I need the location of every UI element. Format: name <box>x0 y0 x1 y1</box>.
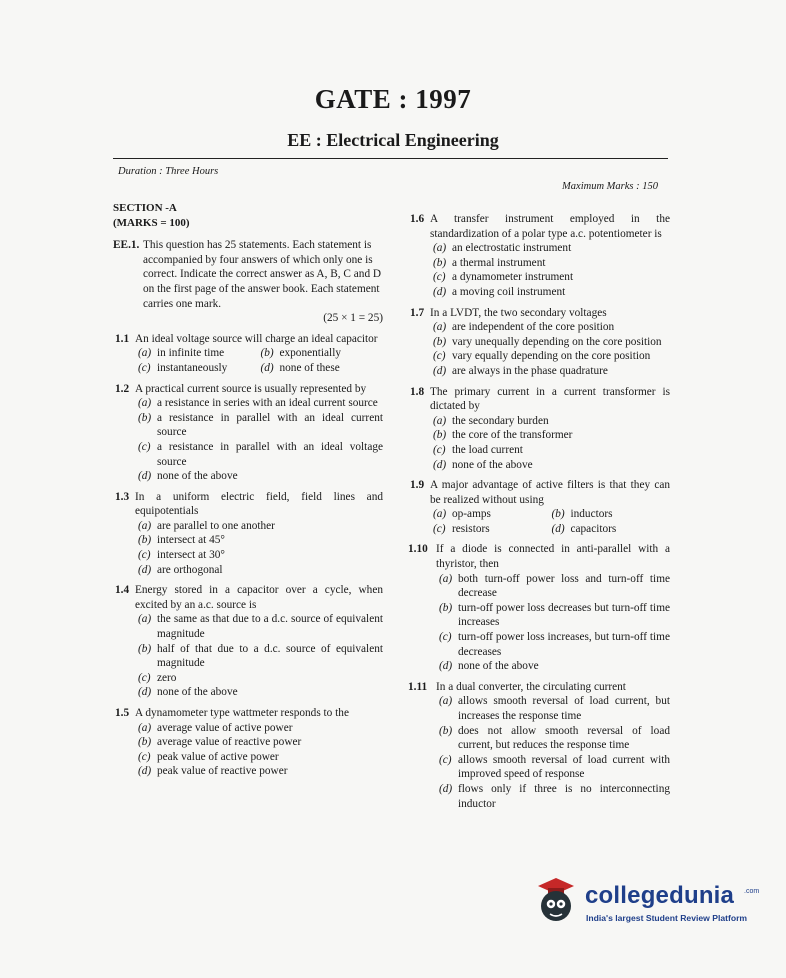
question-number: 1.10 <box>408 543 428 556</box>
option-text: a dynamometer instrument <box>452 271 574 284</box>
option <box>138 361 261 376</box>
option-label: (c) <box>433 350 446 363</box>
question <box>408 385 670 473</box>
header-divider <box>113 158 668 159</box>
option-text: peak value of reactive power <box>157 765 288 778</box>
option-label: (c) <box>433 522 446 535</box>
question-text: In a uniform electric field, field lines and equipotentials <box>135 490 383 518</box>
question-text: The primary current in a current transformer is dictated by <box>430 385 670 413</box>
question-text: Energy stored in a capacitor over a cycle, when excited by an a.c. source is <box>135 584 383 611</box>
option <box>433 443 670 458</box>
option-label: (b) <box>138 411 152 424</box>
option <box>433 364 670 379</box>
option <box>138 411 383 440</box>
question <box>113 706 383 779</box>
option <box>138 346 261 361</box>
option <box>433 320 670 335</box>
option-text: half of that due to a d.c. source of equivalent magnitude <box>157 642 383 670</box>
question-number: 1.11 <box>408 680 428 693</box>
option <box>433 256 670 271</box>
option-text: are parallel to one another <box>157 519 275 532</box>
option-text: intersect at 30° <box>157 549 225 562</box>
option-label: (a) <box>138 721 152 734</box>
option-text: instantaneously <box>157 361 228 374</box>
option-label: (d) <box>433 458 447 471</box>
option-text: none of the above <box>157 686 238 699</box>
option-label: (d) <box>138 765 152 778</box>
option <box>138 548 383 563</box>
option-text: the core of the transformer <box>452 429 573 442</box>
option <box>433 428 670 443</box>
option-text: none of these <box>279 361 340 374</box>
section-marks: (MARKS = 100) <box>113 216 190 229</box>
section-name: SECTION -A <box>113 202 177 214</box>
option-label: (a) <box>138 397 152 410</box>
question-intro <box>113 238 383 326</box>
option-text: does not allow smooth reversal of load current, but reduces the response time <box>458 724 670 752</box>
option-label: (c) <box>433 443 446 456</box>
question-number: 1.3 <box>115 490 130 503</box>
question-number: 1.8 <box>410 385 425 398</box>
left-column <box>113 201 383 779</box>
page-title: GATE : 1997 <box>314 84 472 114</box>
option-label: (c) <box>439 631 452 644</box>
option <box>261 361 384 376</box>
option <box>138 671 383 686</box>
option-label: (a) <box>138 613 152 626</box>
option-text: none of the above <box>458 660 539 673</box>
option-label: (a) <box>138 347 152 360</box>
option-text: the secondary burden <box>452 414 549 427</box>
option <box>439 753 670 782</box>
option-label: (d) <box>138 563 152 576</box>
option <box>138 764 383 779</box>
option-text: a resistance in parallel with an ideal current source <box>157 411 383 439</box>
right-column <box>408 212 670 811</box>
option-label: (d) <box>439 782 453 795</box>
option-label: (a) <box>433 508 447 521</box>
brand-suffix: .com <box>744 888 760 895</box>
option <box>138 721 383 736</box>
question <box>408 212 670 300</box>
option-text: a moving coil instrument <box>452 285 566 298</box>
question <box>113 490 383 578</box>
option-label: (b) <box>138 534 152 547</box>
question-number: 1.6 <box>410 213 425 225</box>
question <box>408 680 670 811</box>
option-label: (b) <box>260 347 274 360</box>
option-label: (d) <box>551 522 565 535</box>
option-text: intersect at 45° <box>157 534 225 547</box>
option-text: capacitors <box>570 522 617 535</box>
option <box>138 396 383 411</box>
option-label: (a) <box>439 695 453 708</box>
option-text: the load current <box>452 443 523 456</box>
question <box>408 542 670 673</box>
option-row <box>433 522 670 537</box>
option-label: (c) <box>433 271 446 284</box>
option <box>138 563 383 578</box>
question-text: A transfer instrument employed in the standardization of a polar type a.c. potentiometer is <box>430 213 670 240</box>
option-text: allows smooth reversal of load current with improved speed of response <box>458 753 670 781</box>
option-text: turn-off power loss increases, but turn-off time decreases <box>458 631 670 658</box>
option <box>138 519 383 534</box>
option <box>433 458 670 473</box>
option-text: zero <box>157 671 177 684</box>
option <box>439 659 670 674</box>
option <box>433 507 552 522</box>
question-number: 1.2 <box>115 382 130 395</box>
option-text: are independent of the core position <box>452 321 615 334</box>
option-text: both turn-off power loss and turn-off time decrease <box>458 572 670 600</box>
option-text: exponentially <box>279 347 341 360</box>
option-label: (d) <box>439 660 453 673</box>
option-label: (b) <box>439 601 453 614</box>
option-label: (d) <box>138 686 152 699</box>
option-label: (b) <box>439 724 453 737</box>
question <box>408 478 670 536</box>
option-label: (c) <box>138 361 151 374</box>
option-text: average value of active power <box>157 721 293 734</box>
option-row <box>138 361 383 376</box>
option-row <box>138 346 383 361</box>
question-text: An ideal voltage source will charge an ideal capacitor <box>135 332 378 345</box>
option-text: allows smooth reversal of load current, but increases the response time <box>458 695 670 722</box>
brand-name: collegedunia <box>585 882 735 909</box>
question <box>113 332 383 376</box>
option-label: (d) <box>260 361 274 374</box>
option-label: (b) <box>433 256 447 269</box>
option-label: (b) <box>138 642 152 655</box>
option-label: (c) <box>138 440 151 453</box>
paper-subtitle: EE : Electrical Engineering <box>287 130 499 150</box>
option-text: are orthogonal <box>157 563 223 576</box>
option <box>439 630 670 659</box>
option-label: (d) <box>138 470 152 483</box>
option-label: (b) <box>433 335 447 348</box>
question <box>113 583 383 700</box>
option <box>433 270 670 285</box>
option <box>552 522 671 537</box>
option <box>433 335 670 350</box>
intro-number: EE.1. <box>113 239 140 252</box>
option-label: (a) <box>138 519 152 532</box>
option <box>552 507 671 522</box>
question-text: A major advantage of active filters is that they can be realized without using <box>430 479 670 506</box>
option <box>439 572 670 601</box>
option <box>433 285 670 300</box>
option <box>261 346 384 361</box>
option <box>433 241 670 256</box>
option <box>433 349 670 364</box>
option-text: the same as that due to a d.c. source of equivalent magnitude <box>157 613 383 641</box>
option <box>439 694 670 723</box>
option <box>138 533 383 548</box>
option <box>439 782 670 811</box>
option <box>138 642 383 671</box>
question-text: If a diode is connected in anti-parallel with a thyristor, then <box>436 543 670 571</box>
option-label: (c) <box>439 753 452 766</box>
option <box>439 724 670 753</box>
option-text: inductors <box>570 508 613 521</box>
option-text: a thermal instrument <box>452 256 546 269</box>
option-label: (c) <box>138 671 151 684</box>
option-label: (a) <box>433 414 447 427</box>
question-text: In a dual converter, the circulating current <box>436 680 626 693</box>
option-label: (d) <box>433 285 447 298</box>
option <box>138 612 383 641</box>
option-text: are always in the phase quadrature <box>452 364 608 377</box>
question <box>408 306 670 379</box>
question-number: 1.5 <box>115 707 130 719</box>
duration-text: Duration : Three Hours <box>118 166 219 177</box>
option <box>439 601 670 630</box>
option-text: an electrostatic instrument <box>452 242 572 255</box>
question-text: A dynamometer type wattmeter responds to the <box>135 707 349 719</box>
option-text: a resistance in parallel with an ideal voltage source <box>157 440 383 468</box>
option <box>138 735 383 750</box>
question-number: 1.4 <box>115 584 130 597</box>
option-text: turn-off power loss decreases but turn-off time increases <box>458 601 670 629</box>
question-text: A practical current source is usually represented by <box>135 382 367 395</box>
option-label: (a) <box>439 572 453 585</box>
option-label: (d) <box>433 364 447 377</box>
option-label: (b) <box>551 508 565 521</box>
option-label: (a) <box>433 242 447 255</box>
option-text: vary unequally depending on the core position <box>452 335 662 348</box>
option-text: flows only if three is no interconnecting inductor <box>458 782 670 810</box>
option-text: none of the above <box>452 458 533 471</box>
intro-marks: (25 × 1 = 25) <box>323 312 383 325</box>
option-text: average value of reactive power <box>157 736 302 749</box>
question-number: 1.9 <box>410 479 425 492</box>
option-text: a resistance in series with an ideal current source <box>157 397 378 410</box>
option-text: resistors <box>452 522 490 535</box>
option <box>433 414 670 429</box>
question-text: In a LVDT, the two secondary voltages <box>430 306 607 319</box>
option <box>138 750 383 765</box>
intro-text: This question has 25 statements. Each statement is accompanied by four answers of which only one is correct. Indicate the correct answer as A, B, C and D on the first page of the answer book. Each statement carries one mark. <box>143 239 382 310</box>
option-text: peak value of active power <box>157 750 279 763</box>
option-text: op-amps <box>452 508 491 521</box>
max-marks-text: Maximum Marks : 150 <box>562 181 658 192</box>
option <box>138 440 383 469</box>
option-text: in infinite time <box>157 347 225 360</box>
brand-tagline: India's largest Student Review Platform <box>586 913 748 923</box>
question-number: 1.7 <box>410 306 425 319</box>
option <box>138 685 383 700</box>
option-label: (c) <box>138 750 151 763</box>
question <box>113 382 383 484</box>
question-number: 1.1 <box>115 332 130 345</box>
option-label: (b) <box>138 736 152 749</box>
option <box>433 522 552 537</box>
option-label: (c) <box>138 549 151 562</box>
option-text: none of the above <box>157 470 238 483</box>
option-label: (b) <box>433 429 447 442</box>
option-label: (a) <box>433 321 447 334</box>
option-row <box>433 507 670 522</box>
option <box>138 469 383 484</box>
option-text: vary equally depending on the core position <box>452 350 651 363</box>
